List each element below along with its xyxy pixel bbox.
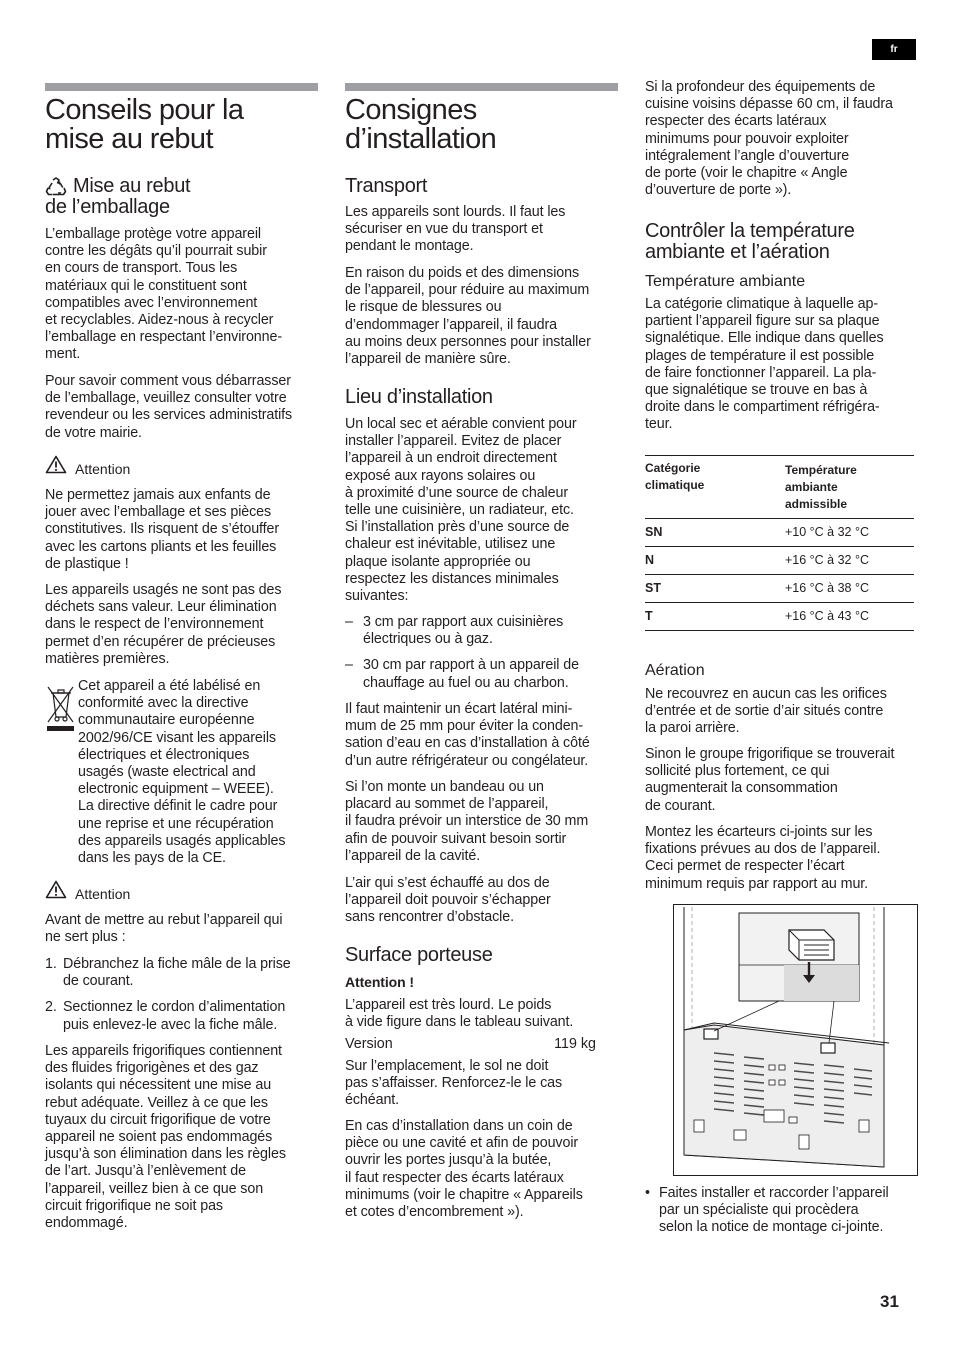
location-paragraph-1: Un local sec et aérable convient pour installer l’appareil. Evitez de placer l’appareil à un endroit directement exposé aux rayons solaires ou à proximité d’une source de chaleur telle une cuisinière, un radiateur, etc. Si l’installation près d’une source de chaleur est inévitable, utilisez une plaque isolante appropriée ou respectez les distances minimales suivantes: bbox=[345, 416, 577, 605]
list-item: – 30 cm par rapport à un appareil de chauffage au fuel ou au charbon. bbox=[345, 657, 579, 691]
table-row: SN +10 °C à 32 °C bbox=[645, 518, 914, 546]
table-row: T +16 °C à 43 °C bbox=[645, 602, 914, 630]
version-weight: 119 kg bbox=[554, 1036, 596, 1052]
table-header-temperature: Température ambiante admissible bbox=[785, 463, 857, 511]
warning-icon bbox=[45, 455, 67, 477]
transport-paragraph-1: Les appareils sont lourds. Il faut les sécuriser en vue du transport et pendant le montage. bbox=[345, 204, 566, 255]
transport-heading: Transport bbox=[345, 175, 428, 197]
ambient-temperature-subheading: Température ambiante bbox=[645, 273, 806, 290]
attention-note-2: Attention bbox=[45, 880, 130, 902]
page-number: 31 bbox=[880, 1292, 899, 1311]
section-rule bbox=[45, 83, 318, 91]
used-appliances-paragraph: Les appareils usagés ne sont pas des déchets sans valeur. Leur élimination dans le respect de l’environnement permet d’en récupérer de précieuses matières premières. bbox=[45, 582, 282, 667]
weight-row bbox=[345, 1036, 596, 1052]
section-title-disposal: Conseils pour la mise au rebut bbox=[45, 94, 244, 155]
location-paragraph-2: Il faut maintenir un écart latéral mini- mum de 25 mm pour éviter la conden- sation d’eau en cas d’installation à côté d’un autre réfrigérateur ou congélateur. bbox=[345, 701, 590, 769]
spacer-mounting-illustration bbox=[673, 904, 918, 1176]
section-rule bbox=[345, 83, 618, 91]
disposal-steps bbox=[45, 956, 318, 1034]
depth-paragraph: Si la profondeur des équipements de cuisine voisins dépasse 60 cm, il faudra respecter des écarts latéraux minimums pour pouvoir exploiter intégralement l’angle d’ouverture de porte (voir le chapitre « Angle d’ouverture de porte »). bbox=[645, 79, 893, 199]
transport-paragraph-2: En raison du poids et des dimensions de l’appareil, pour réduire au maximum le risque de blessures ou d’endommager l’appareil, il faudra au moins deux personnes pour installer l’appareil de manière sûre. bbox=[345, 265, 591, 368]
surface-paragraph-1: L’appareil est très lourd. Le poids à vide figure dans le tableau suivant. bbox=[345, 997, 574, 1031]
distance-list bbox=[345, 614, 618, 692]
warning-icon bbox=[45, 880, 67, 902]
installer-bullet-list bbox=[645, 1185, 917, 1237]
list-item: 2. Sectionnez le cordon d’alimentation puis enlevez-le avec la fiche mâle. bbox=[45, 999, 286, 1033]
version-label: Version bbox=[345, 1036, 393, 1052]
surface-paragraph-2: Sur l’emplacement, le sol ne doit pas s’affaisser. Renforcez-le le cas échéant. bbox=[345, 1058, 563, 1109]
surface-paragraph-3: En cas d’installation dans un coin de pièce ou une cavité et afin de pouvoir ouvrir les portes jusqu’à la butée, il faut respecter des écarts latéraux minimums (voir le chapitre « Appareils et cotes d’encombrement »). bbox=[345, 1118, 583, 1221]
appliance-back-diagram bbox=[674, 905, 917, 1175]
weee-bin-icon bbox=[45, 684, 75, 734]
children-warning-paragraph: Ne permettez jamais aux enfants de jouer avec l’emballage et ses pièces constitutives. Ils risquent de s’étouffer avec les cartons pliants et les feuilles de plastique ! bbox=[45, 487, 280, 572]
ventilation-subheading: Aération bbox=[645, 662, 705, 679]
list-item: – 3 cm par rapport aux cuisinières électriques ou à gaz. bbox=[345, 614, 564, 648]
section-title-installation: Consignes d’installation bbox=[345, 94, 497, 155]
climate-class-table bbox=[645, 456, 914, 631]
language-badge: fr bbox=[872, 39, 916, 60]
table-row: ST +16 °C à 38 °C bbox=[645, 574, 914, 602]
ambient-temperature-paragraph: La catégorie climatique à laquelle ap- partient l’appareil figure sur sa plaque signalétique. Elle indique dans quelles plages de température il est possible de faire fonctionner l’appareil. La pla- que signalétique se trouve en bas à droite dans le compartiment réfrigéra- teur. bbox=[645, 296, 884, 433]
refrigerant-paragraph: Les appareils frigorifiques contiennent des fluides frigorigènes et des gaz isolants qui nécessitent une mise au rebut adéquate. Veillez à ce que les tuyaux du circuit frigorifique de votre appareil ne soient pas endommagés jusqu’à son élimination dans les règles de l’art. Jusqu’à l’enlèvement de l’appareil, veillez bien à ce que son circuit frigorifique ne soit pas endommagé. bbox=[45, 1043, 286, 1232]
list-item: 1. Débranchez la fiche mâle de la prise de courant. bbox=[45, 956, 291, 990]
before-disposal-paragraph: Avant de mettre au rebut l’appareil qui ne sert plus : bbox=[45, 912, 283, 946]
floor-surface-heading: Surface porteuse bbox=[345, 944, 493, 966]
packaging-paragraph: L’emballage protège votre appareil contre les dégâts qu’il pourrait subir en cours de transport. Tous les matériaux qui le constituent sont compatibles avec l’environnement et recyclables. Aidez-nous à recycler l’emballage en respectant l’environne- ment. bbox=[45, 226, 283, 363]
ventilation-paragraph-2: Sinon le groupe frigorifique se trouverait sollicité plus fortement, ce qui augmenterait la consommation de courant. bbox=[645, 746, 895, 814]
installation-location-heading: Lieu d’installation bbox=[345, 386, 493, 408]
packaging-disposal-paragraph: Pour savoir comment vous débarrasser de l’emballage, veuillez consulter votre revendeur ou les services administratifs de votre mairie. bbox=[45, 373, 293, 441]
packaging-heading: Mise au rebut de l’emballage bbox=[45, 175, 191, 218]
attention-note-1: Attention bbox=[45, 455, 130, 477]
location-paragraph-4: L’air qui s’est échauffé au dos de l’appareil doit pouvoir s’échapper sans rencontrer d’obstacle. bbox=[345, 875, 551, 926]
list-item: • Faites installer et raccorder l’appareil par un spécialiste qui procèdera selon la notice de montage ci-jointe. bbox=[645, 1185, 889, 1236]
location-paragraph-3: Si l’on monte un bandeau ou un placard au sommet de l’appareil, il faudra prévoir un interstice de 30 mm afin de pouvoir suivant besoin sortir l’appareil de la cavité. bbox=[345, 779, 589, 864]
weee-paragraph: Cet appareil a été labélisé en conformité avec la directive communautaire européenne 2002/96/CE visant les appareils électriques et électroniques usagés (waste electrical and electronic equipment – WEEE). La directive définit le cadre pour une reprise et une récupération des appareils usagés applicables dans les pays de la CE. bbox=[78, 678, 286, 867]
surface-attention: Attention ! bbox=[345, 974, 414, 990]
climate-table-wrapper bbox=[645, 455, 914, 631]
table-row: N +16 °C à 32 °C bbox=[645, 546, 914, 574]
ventilation-paragraph-3: Montez les écarteurs ci-joints sur les fixations prévues au dos de l’appareil. Ceci permet de respecter l’écart minimum requis par rapport au mur. bbox=[645, 824, 881, 892]
table-header-category: Catégorie climatique bbox=[645, 461, 705, 492]
ventilation-paragraph-1: Ne recouvrez en aucun cas les orifices d’entrée et de sortie d’air situés contre la paroi arrière. bbox=[645, 686, 887, 737]
ambient-ventilation-heading: Contrôler la température ambiante et l’aération bbox=[645, 220, 855, 263]
